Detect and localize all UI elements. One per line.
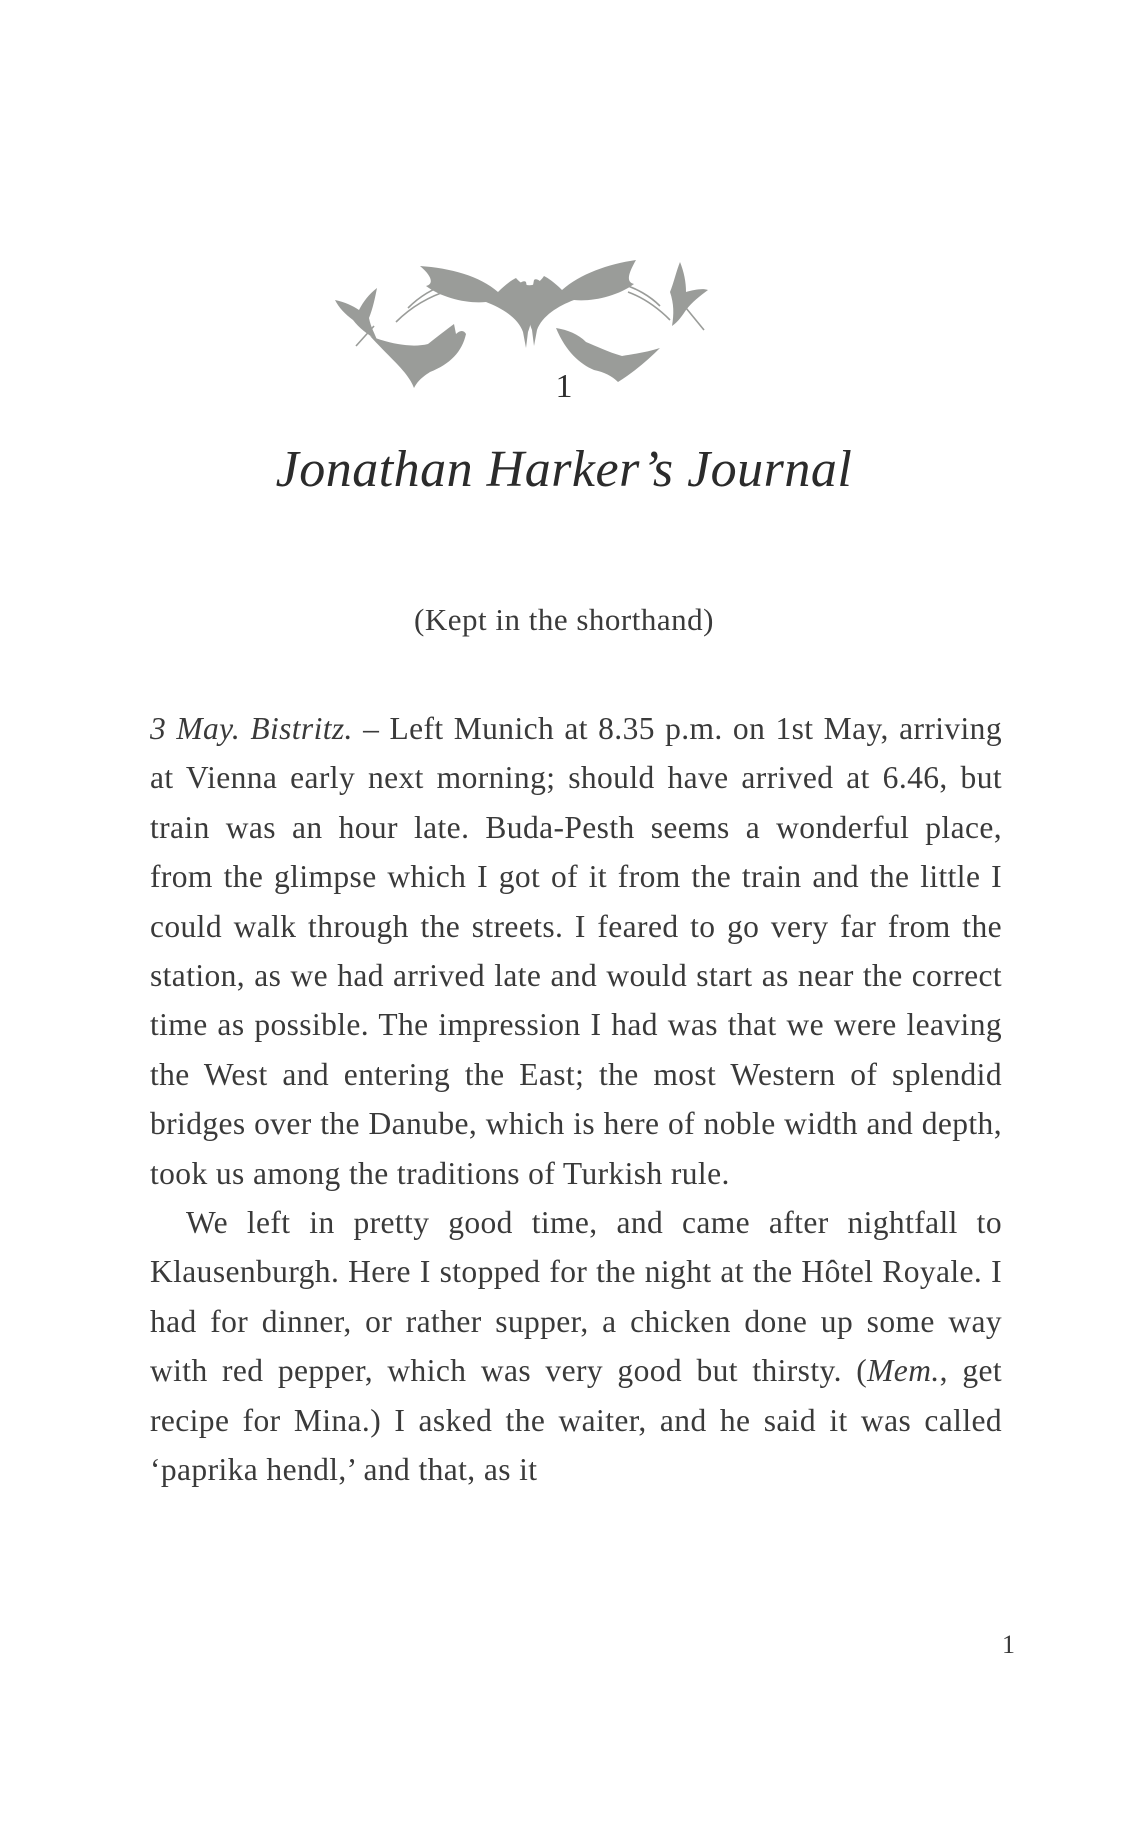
paragraph-text: We left in pretty good time, and came after nightfall to Klausenburgh. Here I stopped for the night at the Hôtel Royale. I had for dinner, or rather supper, a chicken done up some way with red pepper, which was very good but thirsty. ( (150, 1205, 1002, 1389)
paragraph (150, 704, 1002, 1198)
page-number: 1 (1002, 1630, 1015, 1659)
bat-icon (335, 288, 377, 340)
paragraph-text: , get recipe for Mina.) I asked the waiter, and he said it was called ‘paprika hendl,’ and that, as it (150, 1353, 1003, 1488)
bat-icon (420, 266, 532, 348)
body-text (150, 704, 1002, 1495)
memo-abbreviation: Mem. (867, 1353, 940, 1389)
bat-icon (670, 262, 708, 326)
chapter-title: Jonathan Harker’s Journal (275, 441, 853, 498)
paragraph-text: – Left Munich at 8.35 p.m. on 1st May, arriving at Vienna early next morning; should have arrived at 6.46, but train was an hour late. Buda-Pesth seems a wonderful place, from the glimpse which I got of it from the train and the little I could walk through the streets. I feared to go very far from the station, as we had arrived late and would start as near the correct time as possible. The impression I had was that we were leaving the West and entering the East; the most Western of splendid bridges over the Danube, which is here of noble width and depth, took us among the traditions of Turkish rule. (150, 711, 1002, 1191)
chapter-number: 1 (555, 368, 573, 405)
journal-date: 3 May. Bistritz. (150, 711, 353, 746)
chapter-subtitle: (Kept in the shorthand) (414, 602, 714, 637)
paragraph (150, 1198, 1002, 1494)
